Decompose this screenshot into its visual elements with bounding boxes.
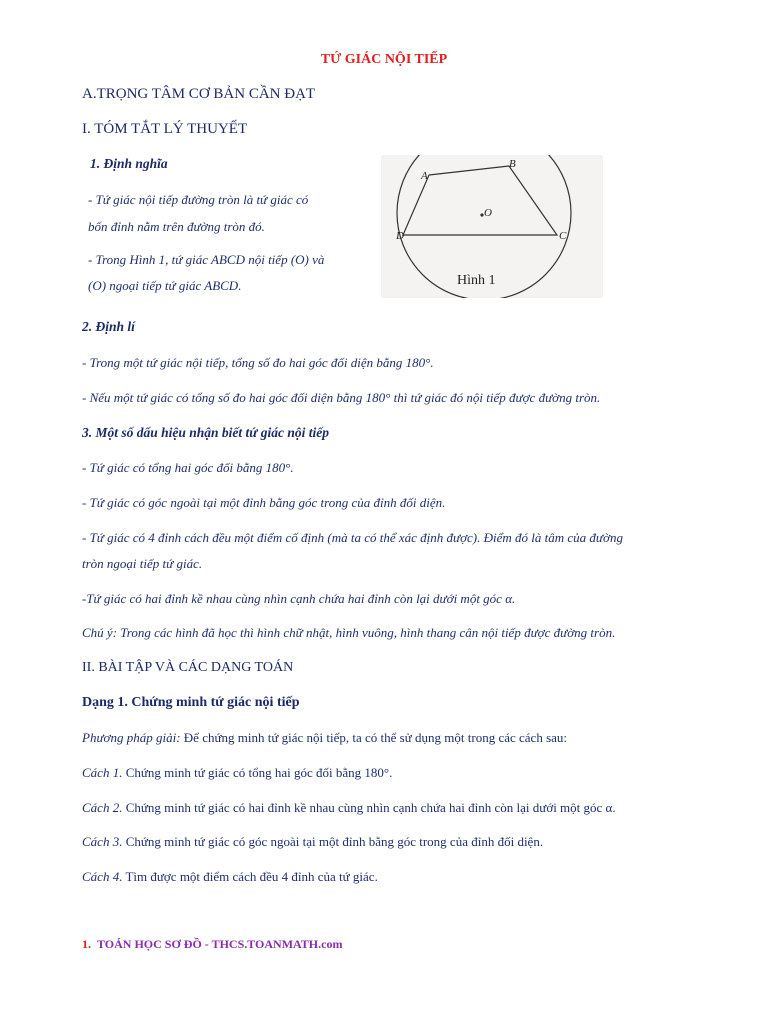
definition-line-4: (O) ngoại tiếp tứ giác ABCD.	[88, 278, 242, 293]
figure-1-cyclic-quadrilateral	[381, 155, 603, 298]
definition-line-1: - Tứ giác nội tiếp đường tròn là tứ giác có	[88, 192, 309, 207]
sign-3-line-1: - Tứ giác có 4 đỉnh cách đều một điểm cố định (mà ta có thể xác định được). Điểm đó là tâm của đường	[82, 530, 623, 545]
page-footer	[82, 937, 342, 952]
label-b: B	[509, 158, 516, 170]
definition-line-3: - Trong Hình 1, tứ giác ABCD nội tiếp (O) và	[88, 252, 325, 267]
label-o: O	[484, 207, 492, 219]
sign-2: - Tứ giác có góc ngoài tại một đỉnh bằng góc trong của đỉnh đối diện.	[82, 495, 446, 510]
page-number: 1.	[82, 937, 91, 951]
document-title: TỨ GIÁC NỘI TIẾP	[320, 52, 448, 67]
theorem-heading: 2. Định lí	[82, 319, 135, 334]
way-4-label: Cách 4.	[82, 869, 123, 884]
theorem-line-1: - Trong một tứ giác nội tiếp, tổng số đo hai góc đối diện bằng 180°.	[82, 355, 434, 370]
definition-heading: 1. Định nghĩa	[90, 156, 168, 171]
label-d: D	[396, 230, 404, 242]
section-ii-heading: II. BÀI TẬP VÀ CÁC DẠNG TOÁN	[82, 660, 294, 675]
way-4-text: Tìm được một điểm cách đều 4 đỉnh của tứ giác.	[122, 869, 378, 884]
label-a: A	[421, 170, 428, 182]
form-1-heading: Dạng 1. Chứng minh tứ giác nội tiếp	[82, 695, 300, 710]
sign-4: -Tứ giác có hai đỉnh kề nhau cùng nhìn cạnh chứa hai đỉnh còn lại dưới một góc α.	[82, 591, 516, 606]
way-3-label: Cách 3.	[82, 834, 123, 849]
figure-caption: Hình 1	[457, 273, 496, 288]
way-3	[82, 834, 543, 850]
way-1	[82, 765, 392, 781]
method-label: Phương pháp giải:	[82, 730, 181, 745]
section-a-heading: A.TRỌNG TÂM CƠ BẢN CẦN ĐẠT	[82, 86, 316, 102]
definition-line-2: bốn đỉnh nằm trên đường tròn đó.	[88, 219, 265, 234]
sign-3-line-2: tròn ngoại tiếp tứ giác.	[82, 556, 203, 571]
way-3-text: Chứng minh tứ giác có góc ngoài tại một đỉnh bằng góc trong của đỉnh đối diện.	[122, 834, 544, 849]
method-line	[82, 730, 567, 746]
way-1-text: Chứng minh tứ giác có tổng hai góc đối bằng 180°.	[122, 765, 393, 780]
sign-1: - Tứ giác có tổng hai góc đối bằng 180°.	[82, 460, 294, 475]
figure-1-diagram	[381, 155, 603, 298]
signs-heading: 3. Một số dấu hiệu nhận biết tứ giác nội tiếp	[82, 425, 330, 440]
way-2-text: Chứng minh tứ giác có hai đỉnh kề nhau cùng nhìn cạnh chứa hai đỉnh còn lại dưới một góc α.	[122, 800, 616, 815]
way-4	[82, 869, 378, 885]
section-i-heading: I. TÓM TẮT LÝ THUYẾT	[82, 121, 248, 137]
footer-text: TOÁN HỌC SƠ ĐỒ - THCS.TOANMATH.com	[97, 937, 343, 951]
theorem-line-2: - Nếu một tứ giác có tổng số đo hai góc đối diện bằng 180° thì tứ giác đó nội tiếp được đường tròn.	[82, 390, 601, 405]
label-c: C	[559, 230, 567, 242]
method-text: Để chứng minh tứ giác nội tiếp, ta có thể sử dụng một trong các cách sau:	[180, 730, 568, 745]
way-2-label: Cách 2.	[82, 800, 123, 815]
note: Chú ý: Trong các hình đã học thì hình chữ nhật, hình vuông, hình thang cân nội tiếp được đường tròn.	[82, 625, 616, 640]
way-1-label: Cách 1.	[82, 765, 123, 780]
way-2	[82, 800, 616, 816]
